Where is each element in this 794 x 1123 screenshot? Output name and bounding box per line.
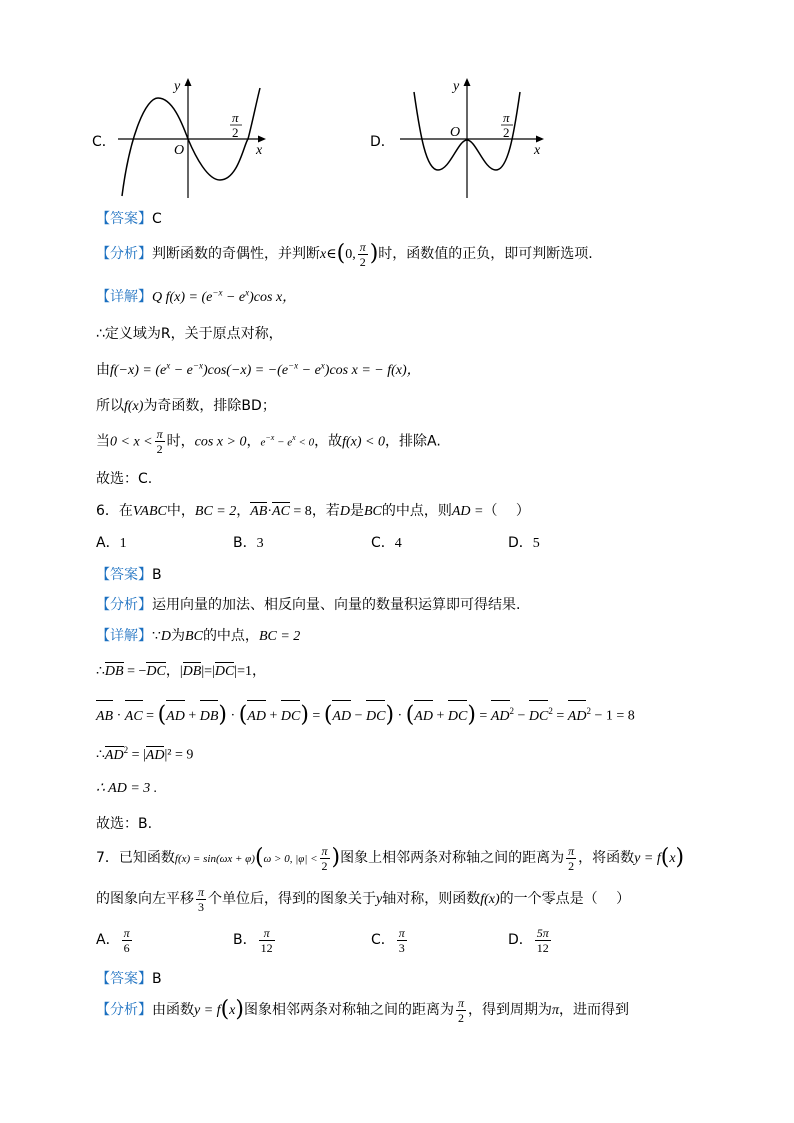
x-axis-arrow xyxy=(258,136,266,143)
q6-line-5: ∴ AD = 3 . xyxy=(96,781,158,796)
q5-answer xyxy=(96,208,162,228)
q6-line-2: ∴DB = −DC，|DB|=|DC|=1， xyxy=(96,663,266,679)
q6-line-4: $\therefore AD^2 = |AD|^2 = 9$ xyxy=(96,745,194,763)
option-a[interactable]: A．1 xyxy=(96,535,127,551)
q6-stem: 6．在VABC中，BC = 2，AB·AC = 8，若D是BC的中点，则AD =（ ） xyxy=(96,503,530,519)
option-d-plot xyxy=(370,74,560,204)
q7-analysis: 【分析】由函数y = f(x)图象相邻两条对称轴之间的距离为 $\frac{\pi}{2}$ ，得到周期为π，进而得到 xyxy=(96,995,629,1025)
option-b[interactable]: B．3 xyxy=(233,535,264,551)
fraction: $\frac{\pi}{2}$ xyxy=(156,427,163,457)
q5-choose: 故选：C. xyxy=(96,471,153,487)
y-axis-label: y xyxy=(453,79,460,94)
q7-line-2: 的图象向左平移 $\frac{\pi}{3}$ 个单位后，得到的图象关于y轴对称，则函数f(x)的一个零点是（ ） xyxy=(96,884,631,914)
q5-line-3: 由$f(-x) = (e^x - e^{-x})\cos(-x) = -(e^{-x} - e^x)\cos$ x = − f(x)， xyxy=(96,360,421,378)
origin-label: O xyxy=(174,143,185,158)
answer-tag: 【答案】 xyxy=(96,211,152,227)
fraction: $\frac{\pi}{2}$ xyxy=(359,239,366,269)
q6-answer: 【答案】B xyxy=(96,567,162,583)
origin-label: O xyxy=(450,125,461,140)
tick-num: π xyxy=(503,110,510,125)
option-b[interactable]: B． $\frac{\pi}{12}$ xyxy=(233,925,273,955)
tick-den: 2 xyxy=(503,125,510,140)
option-c-plot xyxy=(92,74,282,204)
x-axis-label: x xyxy=(256,143,263,158)
option-d-label: D． xyxy=(370,134,395,150)
tick-num: π xyxy=(232,110,239,125)
answer-value: C xyxy=(152,211,162,227)
y-axis-arrow xyxy=(464,78,471,86)
q5-detail: 【详解】Q $f(x) = (e^{-x} - e^x)\cos$ x， xyxy=(96,287,297,305)
q5-line-2: ∴定义域为R，关于原点对称， xyxy=(96,326,283,342)
option-c[interactable]: C． $\frac{\pi}{3}$ xyxy=(371,925,405,955)
tick-den: 2 xyxy=(232,125,239,140)
q5-analysis: 【分析】判断函数的奇偶性，并判断x∈(0, $\frac{\pi}{2}$ )时，函数值的正负，即可判断选项. xyxy=(96,239,593,269)
y-axis-arrow xyxy=(185,78,192,86)
q7-stem: 7．已知函数f(x) = sin(ωx + φ)(ω > 0, |φ| < $\frac{\pi}{2}$ )图象上相邻两条对称轴之间的距离为 $\frac{\pi}{2}$ ，将函数y = f(x) xyxy=(96,843,685,873)
option-c-label: C． xyxy=(92,134,116,150)
q6-line-3: AB · AC = $(AD + DB) \cdot (AD + DC) = (AD - DC) \cdot (AD + DC) = AD^2 - DC^2 = AD^2 - 1 = 8$ xyxy=(96,696,635,732)
x-axis-arrow xyxy=(536,136,544,143)
q6-detail: 【详解】∵D为BC的中点，BC = 2 xyxy=(96,628,301,644)
q5-line-5: 当0 < x < $\frac{\pi}{2}$ 时，cos x > 0，$e^{-x} - e^x < 0$，故f(x) < 0，排除A. xyxy=(96,427,441,457)
q7-options xyxy=(96,922,566,962)
option-c-graph xyxy=(92,74,282,204)
option-d[interactable]: D． $\frac{5\pi}{12}$ xyxy=(508,925,549,955)
fraction: $\frac{\pi}{2}$ xyxy=(568,843,575,873)
q6-choose: 故选：B. xyxy=(96,816,153,832)
fraction: $\frac{\pi}{2}$ xyxy=(457,995,464,1025)
function-curve xyxy=(122,88,260,196)
analysis-tag: 【分析】 xyxy=(96,246,152,262)
option-d[interactable]: D．5 xyxy=(508,535,540,551)
option-d-graph xyxy=(370,74,560,204)
fraction: $\frac{\pi}{2}$ xyxy=(321,843,328,873)
detail-tag: 【详解】 xyxy=(96,289,152,305)
option-a[interactable]: A． $\frac{\pi}{6}$ xyxy=(96,925,130,955)
q6-analysis: 【分析】运用向量的加法、相反向量、向量的数量积运算即可得结果. xyxy=(96,597,521,613)
option-c[interactable]: C．4 xyxy=(371,535,402,551)
fraction: $\frac{\pi}{3}$ xyxy=(198,884,205,914)
q5-line-4: 所以f(x)为奇函数，排除BD； xyxy=(96,398,276,414)
q7-answer: 【答案】B xyxy=(96,971,162,987)
x-axis-label: x xyxy=(534,143,541,158)
y-axis-label: y xyxy=(174,79,181,94)
